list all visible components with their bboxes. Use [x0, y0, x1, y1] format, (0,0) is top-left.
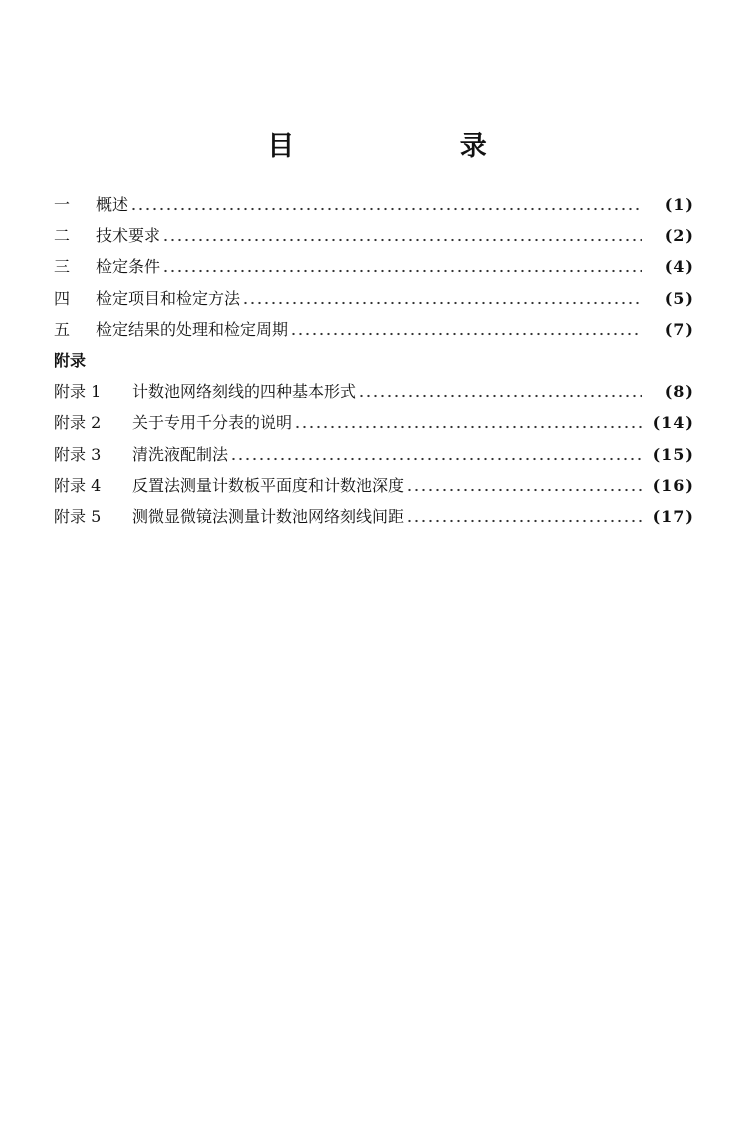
- entry-title: 检定结果的处理和检定周期: [96, 319, 289, 339]
- leader-dots: [290, 322, 642, 336]
- toc-appendix-entry: [54, 379, 694, 410]
- leader-dots: [230, 447, 642, 461]
- leader-dots: [406, 509, 642, 523]
- entry-number: 二: [54, 226, 71, 246]
- entry-title: 检定条件: [96, 257, 161, 277]
- toc-entry: [54, 254, 694, 285]
- appendix-page: (14): [652, 413, 694, 433]
- entry-number: 三: [54, 257, 71, 277]
- leader-dots: [242, 291, 642, 305]
- toc-entry: [54, 223, 694, 254]
- appendix-title: 计数池网络刻线的四种基本形式: [132, 382, 357, 402]
- table-of-contents: [54, 192, 694, 535]
- entry-number: 五: [54, 319, 71, 339]
- leader-dots: [162, 259, 642, 273]
- appendix-number: 附录 5: [54, 506, 102, 526]
- appendix-number: 附录 1: [54, 382, 102, 402]
- leader-dots: [294, 415, 642, 429]
- entry-title: 技术要求: [96, 226, 161, 246]
- toc-appendix-entry: [54, 504, 694, 535]
- entry-number: 一: [54, 195, 71, 214]
- appendix-number: 附录 4: [54, 475, 102, 495]
- appendix-page: (15): [652, 444, 694, 464]
- entry-number: 四: [54, 288, 71, 308]
- entry-page: (1): [664, 195, 694, 214]
- leader-dots: [406, 478, 642, 492]
- appendix-title: 关于专用千分表的说明: [132, 413, 293, 433]
- entry-title: 检定项目和检定方法: [96, 288, 241, 308]
- appendix-page: (8): [664, 382, 694, 402]
- entry-page: (4): [664, 257, 694, 277]
- toc-entry: [54, 317, 694, 348]
- appendix-title: 清洗液配制法: [132, 444, 229, 464]
- entry-page: (2): [664, 226, 694, 246]
- toc-entry: [54, 192, 694, 223]
- appendix-page: (16): [652, 475, 694, 495]
- page-title: 目 录: [267, 131, 565, 162]
- toc-entry: [54, 286, 694, 317]
- appendix-title: 测微显微镜法测量计数池网络刻线间距: [132, 506, 405, 526]
- leader-dots: [130, 197, 642, 211]
- leader-dots: [162, 228, 642, 242]
- entry-title: 概述: [96, 195, 129, 214]
- toc-appendix-entry: [54, 473, 694, 504]
- leader-dots: [358, 384, 642, 398]
- appendix-page: (17): [652, 506, 694, 526]
- appendix-number: 附录 3: [54, 444, 102, 464]
- entry-page: (7): [664, 319, 694, 339]
- toc-appendix-entry: [54, 410, 694, 441]
- entry-page: (5): [664, 288, 694, 308]
- appendix-heading: 附录: [54, 350, 87, 370]
- appendix-title: 反置法测量计数板平面度和计数池深度: [132, 475, 405, 495]
- appendix-number: 附录 2: [54, 413, 102, 433]
- toc-appendix-entry: [54, 442, 694, 473]
